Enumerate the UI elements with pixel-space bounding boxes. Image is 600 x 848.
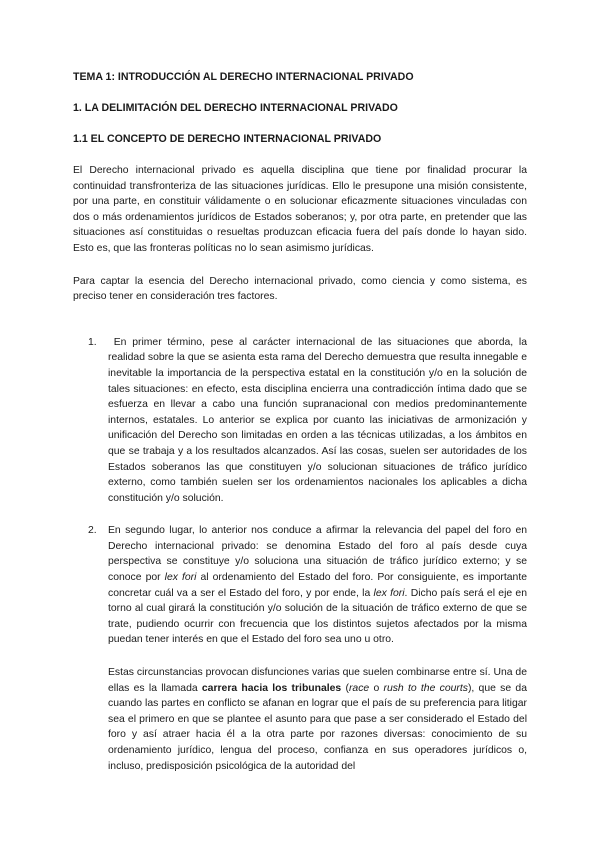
italic-term: rush to the courts <box>383 682 468 694</box>
list-number: 2. <box>88 525 97 537</box>
list-item-text: En primer término, pese al carácter internacional de las situaciones que aborda, la realidad sobre la que se asienta esta rama del Derecho demuestra que resulta innegable e inevitable la importancia de la perspectiva estatal en la constitución y/o en la solución de tales situaciones: en efecto, esta disciplina encierra una contradicción íntima dado que se esfuerza en llevar a cabo una función supranacional con medios predominantemente internos, estatales. Lo anterior se explica por cuanto las iniciativas de armonización y unificación del Derecho son limitadas en orden a las técnicas utilizadas, a los ámbitos en que se trabaja y a los resultados alcanzados. Así las cosas, suelen ser autoridades de los Estados soberanos las que constituyen y/o solucionan situaciones de tráfico jurídico externo, como también suelen ser los ordenamientos nacionales los aplicables a dicha constitución y/o solución. <box>108 336 527 504</box>
list-number: 1. <box>88 336 97 348</box>
subsection-title: 1.1 EL CONCEPTO DE DERECHO INTERNACIONAL PRIVADO <box>73 133 382 145</box>
chapter-title: TEMA 1: INTRODUCCIÓN AL DERECHO INTERNACIONAL PRIVADO <box>73 71 414 83</box>
lex-fori-term: lex fori <box>373 587 405 599</box>
list-item-text: En segundo lugar, lo anterior nos conduce a afirmar la relevancia del papel del foro en Derecho internacional privado: se denomina Estado del foro al país desde cuya perspectiva se constituye y/o soluciona una situación de tráfico jurídico externo; y se conoce por lex fori al ordenamiento del Estado del foro. Por consiguiente, es importante concretar cuál va a ser el Estado del foro, y por ende, la lex fori. Dicho país será el eje en torno al cual girará la constitución y/o solución de la situación de tráfico externo de que se trate, pudiendo ocurrir con frecuencia que los distintos sujetos afectados por la misma puedan tener interés en que el Estado del foro sea uno u otro. <box>108 525 527 646</box>
italic-term: race <box>348 682 370 694</box>
list-item <box>73 335 527 507</box>
lex-fori-term: lex fori <box>164 572 197 584</box>
intro-paragraph: El Derecho internacional privado es aquella disciplina que tiene por finalidad procurar la continuidad transfronteriza de las situaciones jurídicas. Ello le presupone una misión consistente, por una parte, en constituir válidamente o en solucionar eficazmente situaciones vinculadas con dos o más ordenamientos jurídicos de Estados soberanos; y, por otra parte, en pretender que las situaciones así constituidas o resueltas produzcan eficacia fuera del país donde lo hayan sido. Esto es, que las fronteras políticas no lo sean asimismo jurídicas. <box>73 165 527 254</box>
factors-paragraph: Para captar la esencia del Derecho internacional privado, como ciencia y como sistema, es preciso tener en consideración tres factores. <box>73 275 527 303</box>
section-title: 1. LA DELIMITACIÓN DEL DERECHO INTERNACIONAL PRIVADO <box>73 102 398 114</box>
sub-paragraph: Estas circunstancias provocan disfunciones varias que suelen combinarse entre sí. Una de ellas es la llamada carrera hacia los tribunales (race o rush to the courts), que se da cuando las partes en conflicto se afanan en lograr que el país de su preferencia para litigar sea el primero en que se plantee el asunto para que pase a ser considerado el Estado del foro y así atraer hacia él a la otra parte por razones diversas: conocimiento de su ordenamiento jurídico, lengua del proceso, confianza en sus operadores jurídicos o, incluso, predisposición psicológica de la autoridad del <box>108 667 527 772</box>
list-item <box>73 523 527 648</box>
bold-term: carrera hacia los tribunales <box>201 682 342 694</box>
factors-list <box>73 335 527 648</box>
